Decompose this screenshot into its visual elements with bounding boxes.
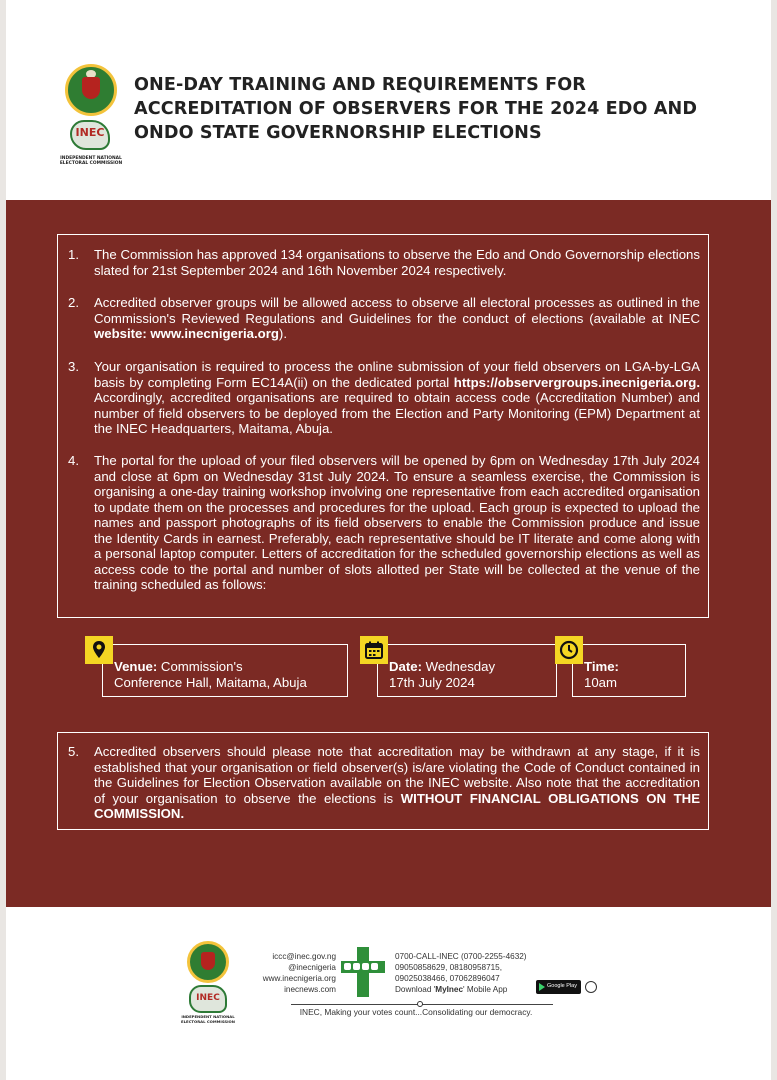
- footer: [6, 907, 771, 1080]
- item-text: The portal for the upload of your filed observers will be opened by 6pm on Wednesday 17th July 2024 and close at 6pm on Wednesday 31st July 2024. To ensure a seamless exercise, the Commission is organising a one-day training workshop involving one representative from each accredited organisation to update them on the processes and procedures for the upload. Each group is expected to upload the names and passport photographs of its field observers to enable the Commission produce and issue the Identity Cards in earnest. Preferably, each representative should be IT literate and come along with a personal laptop computer. Letters of accreditation for the scheduled governorship elections as well as access code to the portal and number of slots allotted per State will be collected at the venue of the training scheduled as follows:: [94, 453, 700, 592]
- content-panel: [6, 200, 771, 907]
- twitter-icon[interactable]: [344, 963, 351, 970]
- social-handle[interactable]: @inecnigeria: [288, 963, 336, 972]
- tagline: INEC, Making your votes count...Consolidating our democracy.: [299, 1007, 533, 1017]
- contact-list: [236, 951, 336, 995]
- app-store-icon[interactable]: [585, 981, 597, 993]
- phone-numbers: 09050858629, 08180958715,: [395, 963, 503, 972]
- time-card: [572, 644, 686, 697]
- portal-link[interactable]: https://observergroups.inecnigeria.org.: [453, 374, 700, 390]
- inec-map-badge: [66, 116, 114, 152]
- page-title: ONE-DAY TRAINING AND REQUIREMENTS FOR ACCREDITATION OF OBSERVERS FOR THE 2024 EDO AND ONDO STATE GOVERNORSHIP ELECTIONS: [134, 75, 698, 143]
- item-number: 5.: [68, 744, 79, 759]
- logo-text: INEC: [75, 126, 105, 139]
- item-number: 2.: [68, 295, 79, 310]
- phone-numbers: 09025038466, 07062896047: [395, 974, 500, 983]
- instagram-icon[interactable]: [353, 963, 360, 970]
- clock-icon: [555, 636, 583, 664]
- flyer-page: [6, 0, 771, 1080]
- notice-box: [57, 732, 709, 830]
- call-line: 0700-CALL-INEC (0700-2255-4632): [395, 952, 527, 961]
- item-number: 4.: [68, 453, 79, 468]
- time-text: Time: 10am: [584, 659, 619, 690]
- location-pin-icon: [85, 636, 113, 664]
- item-text: Accredited observers should please note that accreditation may be withdrawn at any stage, if it is established that your organisation or field observer(s) is/are violating the Code of Conduct contained in the Guidelines for Election Observation available on the INEC website. Also note that the accreditation of your organisation to observe the elections is WITHOUT FINANCIAL OBLIGATIONS ON THE COMMISSION.: [94, 744, 700, 821]
- inec-map-badge: INEC: [189, 985, 227, 1013]
- google-play-badge[interactable]: Google Play: [536, 980, 581, 994]
- website-link[interactable]: website: www.inecnigeria.org: [94, 326, 279, 341]
- play-store-icon: [539, 983, 545, 991]
- date-card: [377, 644, 557, 697]
- download-app-text: Download 'MyInec' Mobile App: [395, 985, 508, 994]
- inec-logo-footer: [181, 941, 241, 1031]
- coat-of-arms-icon: [187, 941, 229, 983]
- website-link[interactable]: www.inecnigeria.org: [262, 974, 336, 983]
- calendar-icon: [360, 636, 388, 664]
- items-box: [57, 234, 709, 618]
- item-text: The Commission has approved 134 organisations to observe the Edo and Ondo Governorship elections slated for 21st September 2024 and 16th November 2024 respectively.: [94, 247, 700, 278]
- logo-caption: INDEPENDENT NATIONAL ELECTORAL COMMISSION: [59, 156, 123, 166]
- date-text: Date: Wednesday 17th July 2024: [389, 659, 496, 690]
- venue-text: Venue: Commission's Conference Hall, Maitama, Abuja: [114, 659, 307, 690]
- item-number: 3.: [68, 359, 79, 374]
- item-text: Your organisation is required to process the online submission of your field observers on LGA-by-LGA basis by completing Form EC14A(ii) on the dedicated portal https://observergroups.inecnigeria.org. Accordingly, accredited organisations are required to obtain access code (Accreditation Number) and number of field observers to be deployed from the Election and Party Monitoring (EPM) Department at the INEC Headquarters, Maitama, Abuja.: [94, 359, 700, 436]
- facebook-icon[interactable]: [362, 963, 369, 970]
- venue-card: [102, 644, 348, 697]
- youtube-icon[interactable]: [371, 963, 378, 970]
- news-link[interactable]: inecnews.com: [284, 985, 336, 994]
- item-text: Accredited observer groups will be allowed access to observe all electoral processes as outlined in the Commission's Reviewed Regulations and Guidelines for the conduct of elections (available at INEC website: www.inecnigeria.org).: [94, 295, 700, 341]
- logo-caption: INDEPENDENT NATIONAL ELECTORAL COMMISSION: [181, 1014, 235, 1024]
- social-icons-cross: [341, 947, 385, 997]
- coat-of-arms-icon: [65, 64, 117, 116]
- inec-logo: [56, 64, 126, 174]
- email-link[interactable]: iccc@inec.gov.ng: [272, 952, 336, 961]
- header: [6, 0, 771, 200]
- item-number: 1.: [68, 247, 79, 262]
